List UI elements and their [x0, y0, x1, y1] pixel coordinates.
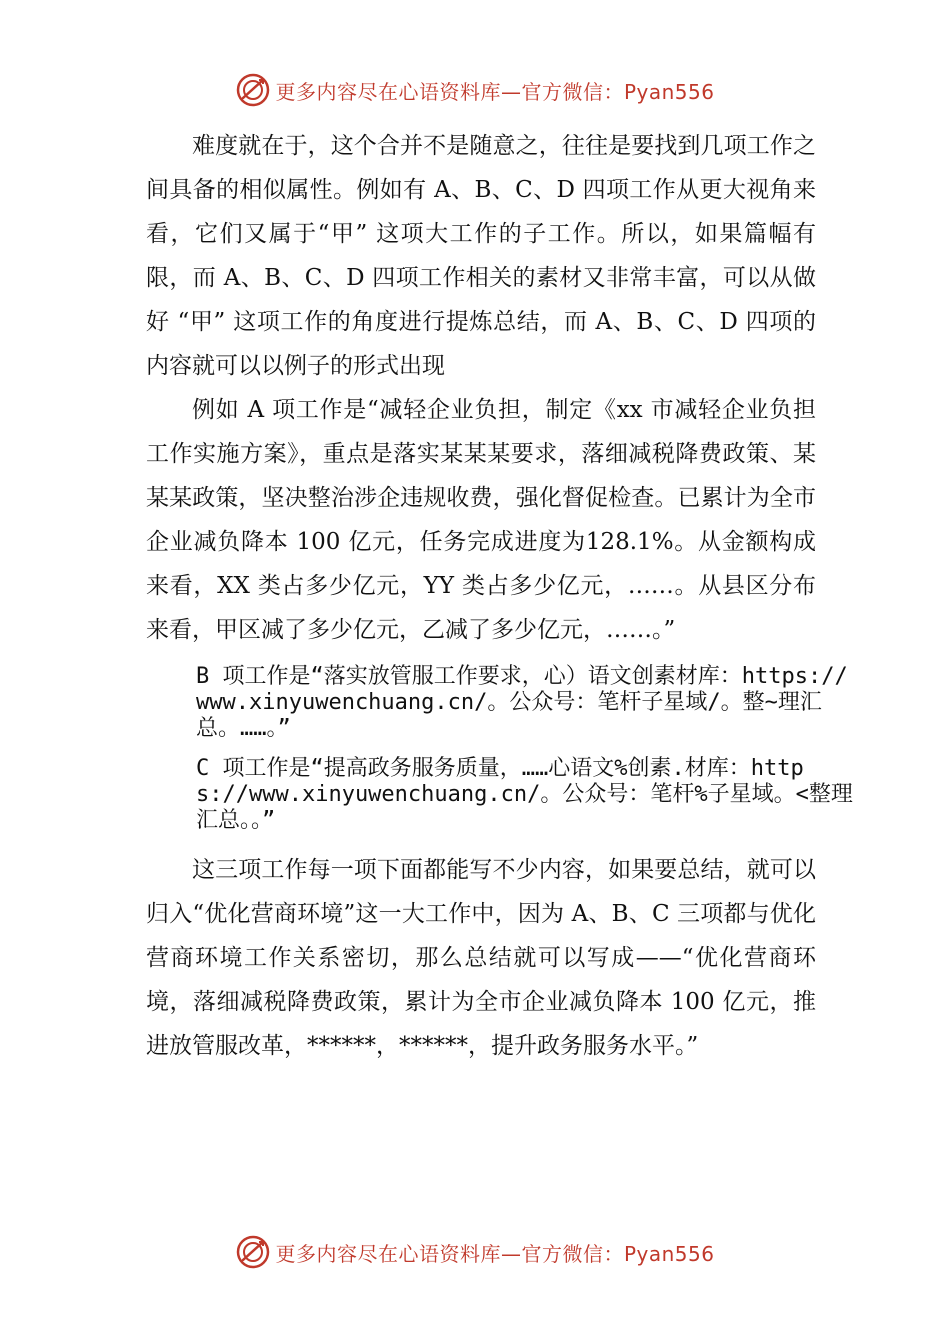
document-body — [146, 124, 853, 1068]
paragraph-4: C 项工作是“提高政务服务质量，……心语文%创素.材库：https://www.xinyuwenchuang.cn/。公众号：笔杆%子星域。<整理汇总。。” — [196, 756, 853, 833]
banner-text: 更多内容尽在心语资料库—官方微信：Pyan556 — [275, 79, 715, 104]
paragraph-2: 例如 A 项工作是“减轻企业负担，制定《xx 市减轻企业负担工作实施方案》，重点是落实某某某要求，落细减税降费政策、某某某政策，坚决整治涉企违规收费，强化督促检查。已累计为全市企业减负降本 100 亿元，任务完成进度为128.1%。从金额构成来看，XX 类占多少亿元，YY 类占多少亿元，……。从县区分布来看，甲区减了多少亿元，乙减了多少亿元，……。” — [146, 397, 816, 643]
paragraph-1: 难度就在于，这个合并不是随意之，往往是要找到几项工作之间具备的相似属性。例如有 A、B、C、D 四项工作从更大视角来看，它们又属于“甲” 这项大工作的子工作。所以，如果篇幅有限，而 A、B、C、D 四项工作相关的素材又非常丰富，可以从做好 “甲” 这项工作的角度进行提炼总结，而 A、B、C、D 四项的内容就可以以例子的形式出现 — [146, 133, 816, 379]
header-banner — [0, 70, 950, 110]
logo-icon — [235, 72, 271, 108]
banner-text: 更多内容尽在心语资料库—官方微信：Pyan556 — [275, 1241, 715, 1266]
paragraph-3: B 项工作是“落实放管服工作要求，心）语文创素材库：https://www.xinyuwenchuang.cn/。公众号：笔杆子星域/。整~理汇总。……。” — [196, 664, 848, 741]
paragraph-5: 这三项工作每一项下面都能写不少内容，如果要总结，就可以归入“优化营商环境”这一大工作中，因为 A、B、C 三项都与优化营商环境工作关系密切，那么总结就可以写成——“优化营商环境，落细减税降费政策，累计为全市企业减负降本 100 亿元，推进放管服改革，******，******，提升政务服务水平。” — [146, 857, 816, 1059]
logo-icon — [235, 1234, 271, 1270]
footer-banner — [0, 1232, 950, 1272]
